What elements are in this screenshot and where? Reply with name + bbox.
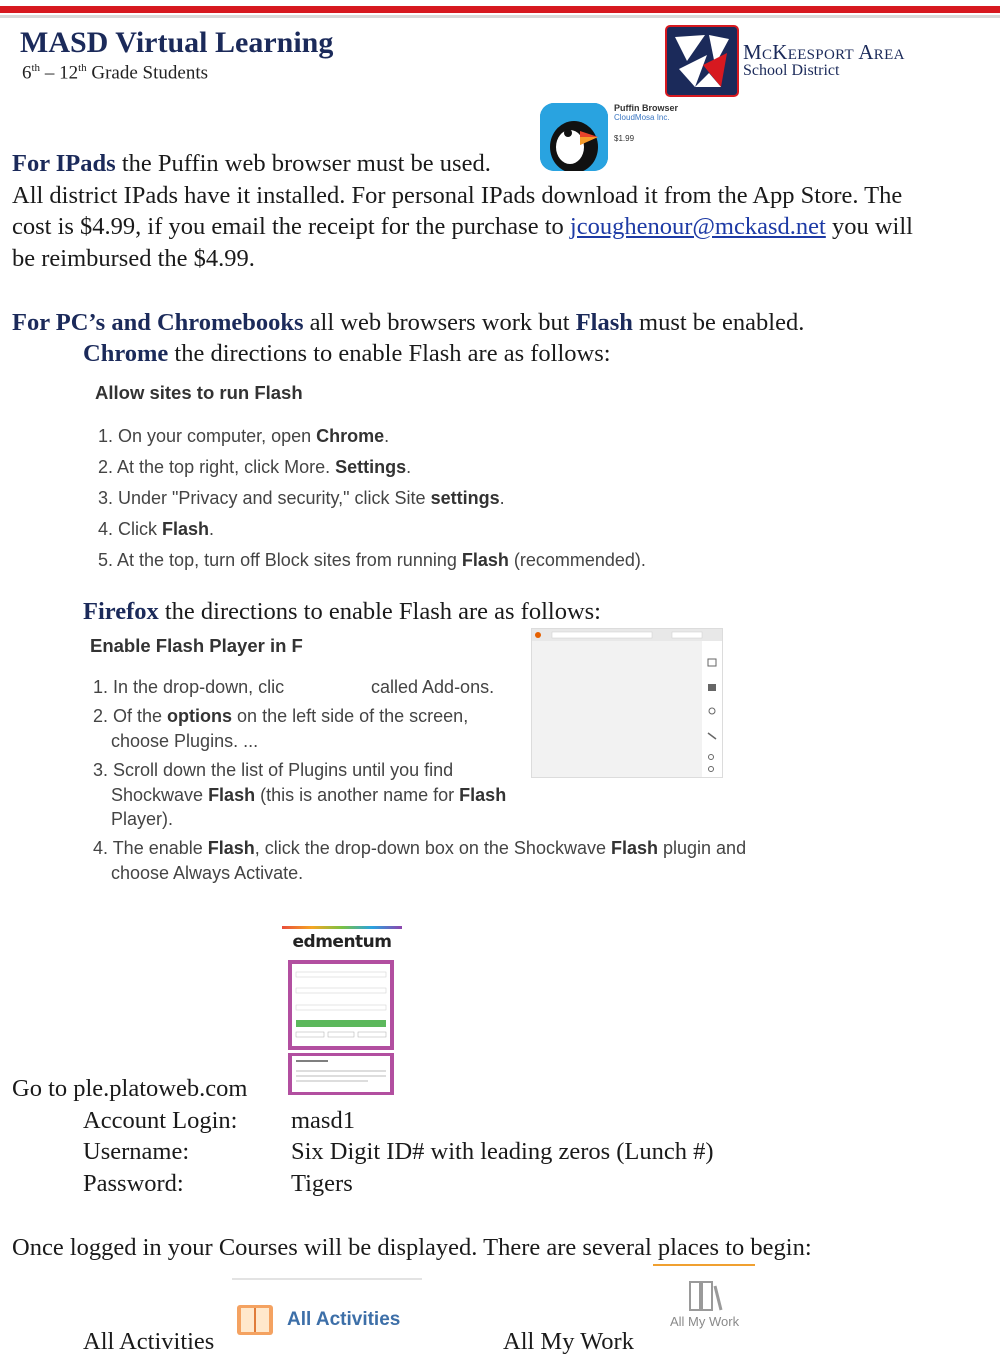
account-login-value: masd1 bbox=[291, 1107, 355, 1134]
header-gray-rule bbox=[0, 15, 1000, 18]
username-label: Username: bbox=[83, 1138, 190, 1165]
ipads-line-2: All district IPads have it installed. For personal IPads download it from the App Store. The bbox=[12, 182, 903, 209]
header-red-rule bbox=[0, 6, 1000, 13]
firefox-step-3c: Player). bbox=[111, 809, 174, 829]
all-my-work-caption: All My Work bbox=[503, 1328, 634, 1355]
page-subtitle: 6th – 12th Grade Students bbox=[22, 62, 208, 84]
folder-stack-icon bbox=[688, 1280, 724, 1314]
district-logo-icon bbox=[665, 25, 739, 97]
courses-line: Once logged in your Courses will be displayed. There are several places to begin: bbox=[12, 1234, 812, 1261]
firefox-heading: Firefox the directions to enable Flash are as follows: bbox=[83, 598, 601, 625]
page-title: MASD Virtual Learning bbox=[20, 26, 334, 59]
ipads-line-1: For IPads the Puffin web browser must be used. bbox=[12, 150, 491, 177]
pc-line: For PC’s and Chromebooks all web browsers work but Flash must be enabled. bbox=[12, 309, 805, 336]
chrome-step-2: 2. At the top right, click More. Settings. bbox=[98, 457, 412, 477]
password-label: Password: bbox=[83, 1170, 184, 1197]
firefox-step-2b: choose Plugins. ... bbox=[111, 731, 259, 751]
edmentum-form bbox=[288, 960, 394, 1050]
places-highlight bbox=[653, 1264, 755, 1266]
edmentum-announcements bbox=[288, 1053, 394, 1095]
firefox-step-4b: choose Always Activate. bbox=[111, 863, 304, 883]
chrome-box-title: Allow sites to run Flash bbox=[95, 382, 303, 403]
all-activities-button[interactable]: All Activities bbox=[287, 1309, 401, 1330]
firefox-step-4a: 4. The enable Flash, click the drop-down box on the Shockwave Flash plugin and bbox=[93, 838, 747, 858]
firefox-step-3a: 3. Scroll down the list of Plugins until you find bbox=[93, 760, 454, 780]
ipads-line-4: be reimbursed the $4.99. bbox=[12, 245, 255, 272]
firefox-step-1a: 1. In the drop-down, clic bbox=[93, 677, 285, 697]
chrome-step-3: 3. Under "Privacy and security," click Site settings. bbox=[98, 488, 505, 508]
all-activities-caption: All Activities bbox=[83, 1328, 215, 1355]
chrome-step-1: 1. On your computer, open Chrome. bbox=[98, 426, 390, 446]
chrome-step-4: 4. Click Flash. bbox=[98, 519, 215, 539]
chrome-step-5: 5. At the top, turn off Block sites from running Flash (recommended). bbox=[98, 550, 646, 570]
username-value: Six Digit ID# with leading zeros (Lunch #) bbox=[291, 1138, 714, 1165]
activities-divider bbox=[232, 1278, 422, 1280]
puffin-app-icon bbox=[540, 103, 608, 171]
account-login-label: Account Login: bbox=[83, 1107, 238, 1134]
district-name: McKeesport Area bbox=[743, 40, 905, 64]
edmentum-login-screenshot bbox=[282, 926, 402, 1098]
edmentum-color-strip bbox=[282, 926, 402, 929]
password-value: Tigers bbox=[291, 1170, 353, 1197]
all-my-work-button[interactable]: All My Work bbox=[670, 1314, 740, 1329]
ipads-line-3: cost is $4.99, if you email the receipt for the purchase to jcoughenour@mckasd.net you will bbox=[12, 213, 913, 240]
email-link[interactable]: jcoughenour@mckasd.net bbox=[569, 213, 826, 240]
chrome-heading: Chrome the directions to enable Flash are as follows: bbox=[83, 340, 611, 367]
book-icon bbox=[235, 1302, 275, 1338]
firefox-step-1b: called Add-ons. bbox=[371, 677, 495, 697]
goto-url: Go to ple.platoweb.com bbox=[12, 1075, 248, 1102]
puffin-app-meta: Puffin Browser CloudMosa Inc. $1.99 bbox=[614, 103, 679, 143]
firefox-menu-screenshot bbox=[531, 628, 723, 778]
firefox-step-2a: 2. Of the options on the left side of the screen, bbox=[93, 706, 469, 726]
district-subtitle: School District bbox=[743, 62, 840, 79]
firefox-step-3b: Shockwave Flash (this is another name for Flash bbox=[111, 785, 507, 805]
edmentum-logo: edmentum bbox=[292, 932, 392, 952]
firefox-box-title: Enable Flash Player in F bbox=[90, 635, 303, 656]
